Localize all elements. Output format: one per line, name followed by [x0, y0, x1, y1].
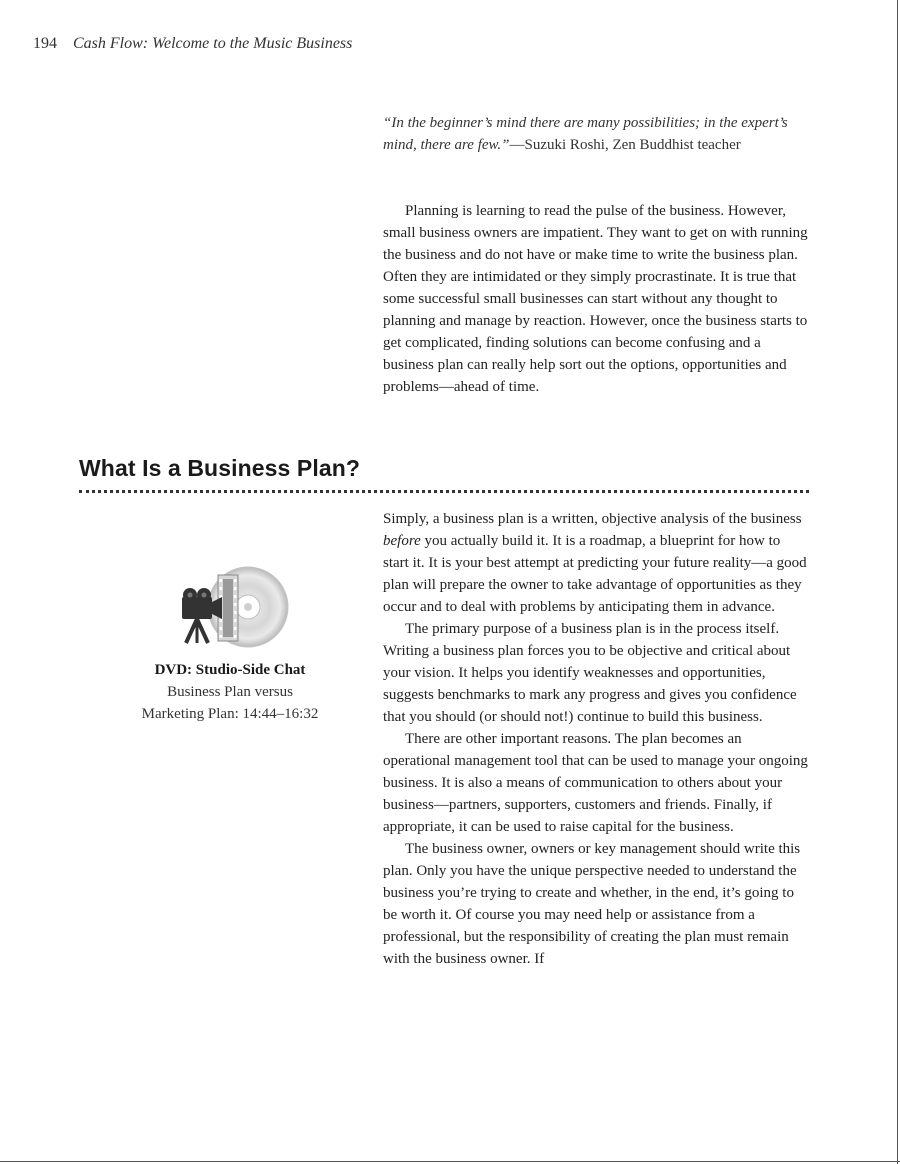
sidebar-line-1: Business Plan versus [167, 684, 293, 700]
section-heading: What Is a Business Plan? [79, 455, 361, 481]
body-p1-before: Simply, a business plan is a written, objective analysis of the business [383, 511, 802, 527]
book-title: Cash Flow: Welcome to the Music Business [73, 35, 353, 52]
sidebar-line-2: Marketing Plan: 14:44–16:32 [141, 706, 319, 722]
dvd-sidebar [120, 565, 340, 725]
body-p1-after: you actually build it. It is a roadmap, a blueprint for how to start it. It is your best attempt at predicting your future reality—a good plan will prepare the owner to take advantage of opportunities as they occur and to deal with problems by anticipating them in advance. [383, 533, 807, 615]
epigraph-attribution: —Suzuki Roshi, Zen Buddhist teacher [509, 137, 741, 153]
epigraph [383, 112, 813, 156]
dvd-video-camera-icon [168, 565, 292, 649]
body-p1-emphasis: before [383, 533, 421, 549]
epigraph-quote: “In the beginner’s mind there are many possibilities; in the expert’s mind, there are few.” [383, 115, 788, 153]
sidebar-title: DVD: Studio-Side Chat [154, 662, 306, 678]
running-header [33, 35, 352, 53]
intro-paragraph: Planning is learning to read the pulse of the business. However, small business owners are impatient. They want to get on with running the business and do not have or make time to write the business plan. Often they are intimidated or they simply procrastinate. It is true that some successful small businesses can start without any thought to planning and manage by reaction. However, once the business starts to get complicated, finding solutions can become confusing and a business plan can really help sort out the options, opportunities and problems—ahead of time. [383, 203, 808, 395]
page-edge-bottom [0, 1161, 900, 1162]
body-paragraph-2: The primary purpose of a business plan is in the process itself. Writing a business plan forces you to be objective and critical about your vision. It helps you identify weaknesses and opportunities, suggests benchmarks to mark any progress and gives you confidence that you should (or should not!) continue to build this business. [383, 621, 797, 725]
page-number: 194 [33, 35, 57, 52]
intro-block [383, 200, 808, 398]
section-divider [79, 490, 809, 493]
body-paragraph-1 [383, 508, 808, 618]
section-body [383, 508, 808, 970]
body-paragraph-4: The business owner, owners or key management should write this plan. Only you have the unique perspective needed to understand the business you’re trying to create and whether, in the end, it’s going to be worth it. Of course you may need help or assistance from a professional, but the responsibility of creating the plan must remain with the business owner. If [383, 841, 801, 967]
body-paragraph-3: There are other important reasons. The plan becomes an operational management tool that can be used to manage your ongoing business. It is also a means of communication to others about your business—partners, supporters, customers and friends. Finally, if appropriate, it can be used to raise capital for the business. [383, 731, 808, 835]
page-edge-right [897, 0, 898, 1164]
